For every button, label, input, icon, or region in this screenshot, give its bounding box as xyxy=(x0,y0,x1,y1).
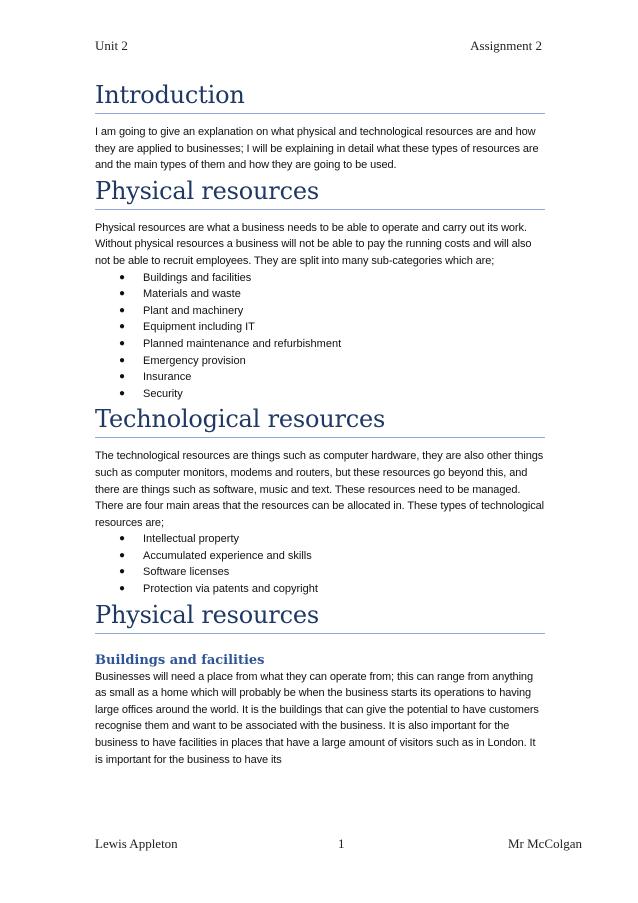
bullet-icon: ● xyxy=(119,354,126,366)
section-technological-resources xyxy=(95,404,545,597)
footer-page-number: 1 xyxy=(338,836,345,851)
bullet-icon: ● xyxy=(119,321,126,333)
list-item: ● Intellectual property xyxy=(119,531,545,548)
bullet-icon: ● xyxy=(119,566,126,578)
tech-paragraph: The technological resources are things such as computer hardware, they are also other things such as computer monitors, modems and routers, but these resources go beyond this, and there are things such as software, music and text. These resources need to be managed. There are four main areas that the resources can be allocated in. These types of technological resources are; xyxy=(95,450,544,529)
bullet-icon: ● xyxy=(119,533,126,545)
list-item: ● Emergency provision xyxy=(119,353,545,370)
heading-physical-resources: Physical resources xyxy=(95,176,545,210)
physical-list xyxy=(95,270,545,403)
section-physical-resources xyxy=(95,176,545,403)
physical-paragraph: Physical resources are what a business needs to be able to operate and carry out its work. Without physical resources a business will not be able to pay the running costs and will also not be able to recruit employees. They are split into many sub-categories which are; xyxy=(95,221,532,267)
list-item: ● Materials and waste xyxy=(119,286,545,303)
header-assignment: Assignment 2 xyxy=(470,38,542,53)
subheading-buildings: Buildings and facilities xyxy=(95,652,265,668)
list-item: ● Insurance xyxy=(119,369,545,386)
list-item: ● Accumulated experience and skills xyxy=(119,548,545,565)
list-item: ● Protection via patents and copyright xyxy=(119,581,545,598)
footer-author: Lewis Appleton xyxy=(95,836,178,851)
list-item: ● Plant and machinery xyxy=(119,303,545,320)
heading-introduction: Introduction xyxy=(95,80,545,114)
footer-teacher: Mr McColgan xyxy=(507,836,582,851)
section-physical-resources-detail xyxy=(95,600,545,769)
intro-paragraph: I am going to give an explanation on what physical and technological resources are and how they are applied to businesses; I will be explaining in detail what these types of resources are and the main types of them and how they are going to be used. xyxy=(95,126,539,172)
buildings-paragraph: Businesses will need a place from what they can operate from; this can range from anything as small as a home which will probably be when the business starts its operations to having large offices around the world. It is the buildings that can give the potential to have customers recognise them and want to be associated with the business. It is also important for the business to have facilities in places that have a large amount of visitors such as in London. It is important for the business to have its xyxy=(95,670,539,766)
page-footer xyxy=(95,836,582,854)
list-item: ● Buildings and facilities xyxy=(119,270,545,287)
document-body xyxy=(95,80,545,768)
bullet-icon: ● xyxy=(119,371,126,383)
bullet-icon: ● xyxy=(119,271,126,283)
list-item: ● Planned maintenance and refurbishment xyxy=(119,336,545,353)
header-unit: Unit 2 xyxy=(95,38,128,53)
bullet-icon: ● xyxy=(119,304,126,316)
heading-technological-resources: Technological resources xyxy=(95,404,545,438)
heading-physical-resources-2: Physical resources xyxy=(95,600,545,634)
bullet-icon: ● xyxy=(119,583,126,595)
section-introduction xyxy=(95,80,545,174)
list-item: ● Software licenses xyxy=(119,564,545,581)
bullet-icon: ● xyxy=(119,387,126,399)
list-item: ● Security xyxy=(119,386,545,403)
bullet-icon: ● xyxy=(119,549,126,561)
list-item: ● Equipment including IT xyxy=(119,319,545,336)
bullet-icon: ● xyxy=(119,337,126,349)
tech-list xyxy=(95,531,545,597)
bullet-icon: ● xyxy=(119,288,126,300)
page-header xyxy=(95,38,542,56)
